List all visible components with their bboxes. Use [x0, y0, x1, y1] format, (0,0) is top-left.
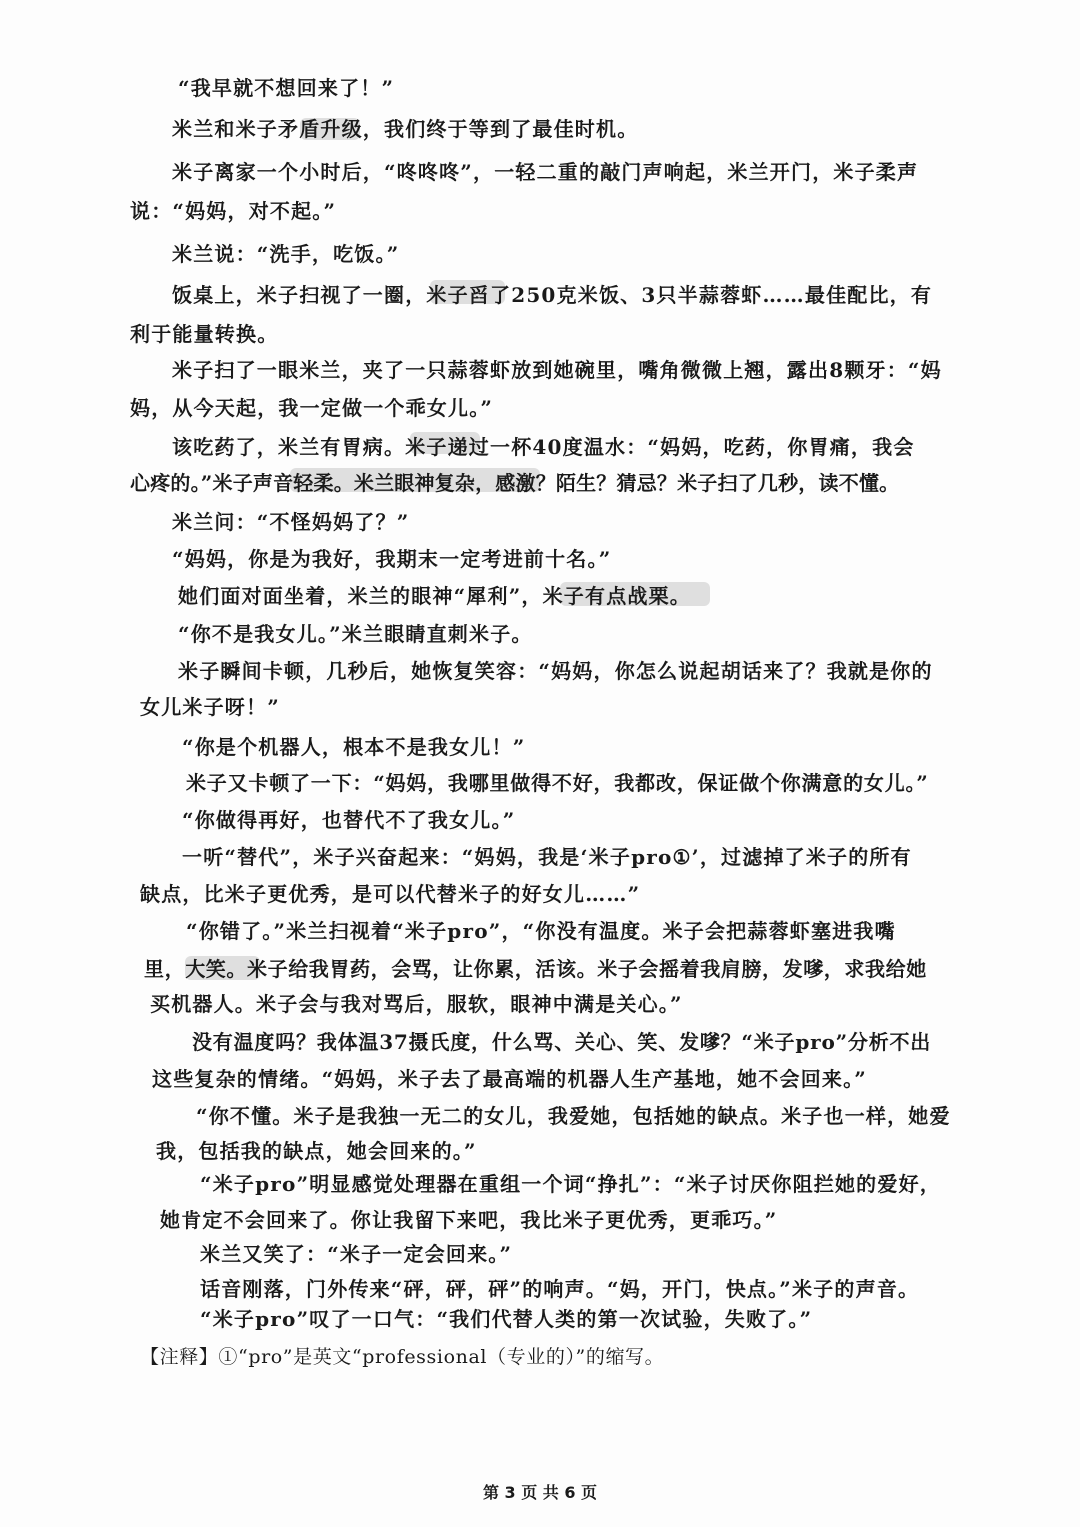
story-line: 话音刚落，门外传来“砰，砰，砰”的响声。“妈，开门，快点。”米子的声音。	[200, 1277, 920, 1301]
story-line: 缺点，比米子更优秀，是可以代替米子的好女儿……”	[140, 882, 641, 906]
story-line: 该吃药了，米兰有胃病。米子递过一杯40度温水：“妈妈，吃药，你胃痛，我会	[172, 435, 915, 459]
story-line: “你不是我女儿。”米兰眼睛直刺米子。	[178, 622, 533, 646]
story-line: 心疼的。”米子声音轻柔。米兰眼神复杂，感激？陌生？猜忌？米子扫了几秒，读不懂。	[130, 471, 900, 495]
annotation: 【注释】①“pro”是英文“professional（专业的）”的缩写。	[140, 1346, 665, 1368]
story-line: “我早就不想回来了！”	[178, 76, 395, 100]
story-line: 她们面对面坐着，米兰的眼神“犀利”，米子有点战栗。	[178, 584, 692, 608]
story-line: “你做得再好，也替代不了我女儿。”	[182, 808, 516, 832]
story-line: 饭桌上，米子扫视了一圈，米子舀了250克米饭、3只半蒜蓉虾……最佳配比，有	[172, 283, 933, 307]
story-line: 里，大笑。米子给我胃药，会骂，让你累，活该。米子会摇着我肩膀，发嗲，求我给她	[144, 957, 927, 981]
story-line: 说：“妈妈，对不起。”	[130, 199, 337, 223]
story-line: 米兰和米子矛盾升级，我们终于等到了最佳时机。	[172, 117, 639, 141]
story-line: “你错了。”米兰扫视着“米子pro”，“你没有温度。米子会把蒜蓉虾塞进我嘴	[186, 919, 896, 943]
story-line: 妈，从今天起，我一定做一个乖女儿。”	[130, 396, 494, 420]
story-line: 她肯定不会回来了。你让我留下来吧，我比米子更优秀，更乖巧。”	[160, 1208, 778, 1232]
story-line: “米子pro”明显感觉处理器在重组一个词“挣扎”：“米子讨厌你阻拦她的爱好，	[200, 1172, 941, 1196]
story-line: “米子pro”叹了一口气：“我们代替人类的第一次试验，失败了。”	[200, 1307, 813, 1331]
story-line: “你不懂。米子是我独一无二的女儿，我爱她，包括她的缺点。米子也一样，她爱	[196, 1104, 951, 1128]
story-line: 我，包括我的缺点，她会回来的。”	[156, 1139, 477, 1163]
story-line: “你是个机器人，根本不是我女儿！”	[182, 735, 526, 759]
story-line: 米子扫了一眼米兰，夹了一只蒜蓉虾放到她碗里，嘴角微微上翘，露出8颗牙：“妈	[172, 358, 942, 382]
story-line: 米兰问：“不怪妈妈了？”	[172, 510, 410, 534]
story-line: 米兰又笑了：“米子一定会回来。”	[200, 1242, 513, 1266]
story-line: 利于能量转换。	[130, 322, 279, 346]
story-line: 买机器人。米子会与我对骂后，服软，眼神中满是关心。”	[150, 992, 683, 1016]
story-line: 米兰说：“洗手，吃饭。”	[172, 242, 400, 266]
story-line: 没有温度吗？我体温37摄氏度，什么骂、关心、笑、发嗲？“米子pro”分析不出	[192, 1030, 932, 1054]
story-line: “妈妈，你是为我好，我期末一定考进前十名。”	[172, 547, 612, 571]
page-number: 第 3 页 共 6 页	[482, 1483, 598, 1502]
story-line: 米子瞬间卡顿，几秒后，她恢复笑容：“妈妈，你怎么说起胡话来了？我就是你的	[178, 659, 933, 683]
story-line: 米子离家一个小时后，“咚咚咚”，一轻二重的敲门声响起，米兰开门，米子柔声	[172, 160, 919, 184]
story-line: 这些复杂的情绪。“妈妈，米子去了最高端的机器人生产基地，她不会回来。”	[152, 1067, 868, 1091]
story-line: 米子又卡顿了一下：“妈妈，我哪里做得不好，我都改，保证做个你满意的女儿。”	[186, 771, 929, 795]
story-line: 女儿米子呀！”	[140, 695, 280, 719]
story-line: 一听“替代”，米子兴奋起来：“妈妈，我是‘米子pro①’，过滤掉了米子的所有	[182, 845, 912, 869]
